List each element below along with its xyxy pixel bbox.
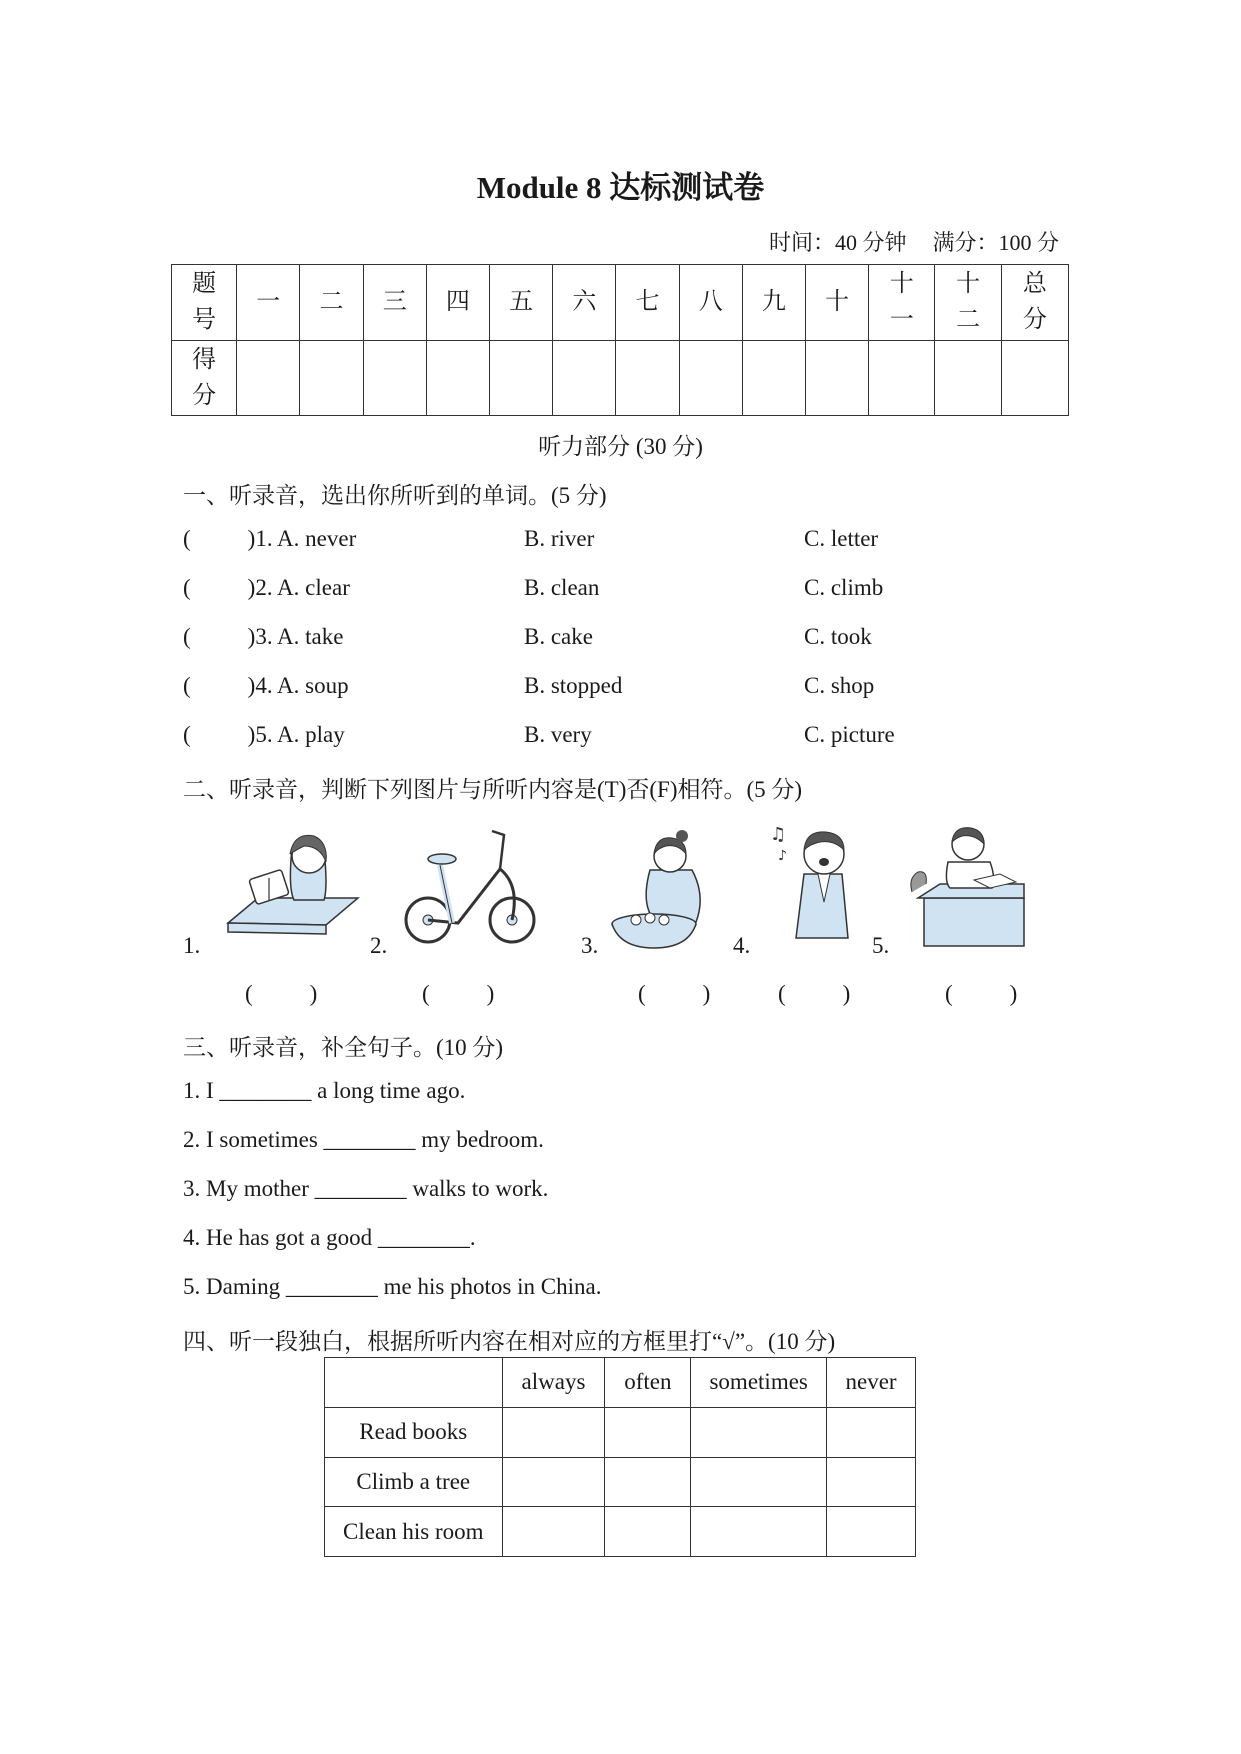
option-b: B. cake	[524, 624, 593, 649]
option-c: C. letter	[804, 526, 879, 551]
column-header: never	[827, 1358, 916, 1408]
score-cell[interactable]	[742, 340, 805, 416]
row-label: Read books	[325, 1407, 503, 1457]
part2-heading: 二、听录音，判断下列图片与所听内容是(T)否(F)相符。(5 分)	[183, 777, 803, 802]
exam-meta	[769, 226, 1059, 257]
score-cell[interactable]	[869, 340, 935, 416]
fill-in-sentence: 5. Daming ________ me his photos in China.	[183, 1274, 602, 1299]
table-row	[325, 1457, 916, 1507]
header-cell: 五	[490, 265, 553, 341]
question-row: ( )3. A. take	[183, 624, 344, 649]
header-cell: 十 二	[935, 265, 1001, 341]
score-table-header-row	[172, 265, 1069, 341]
check-cell[interactable]	[605, 1507, 691, 1557]
fill-in-sentence: 1. I ________ a long time ago.	[183, 1078, 466, 1103]
check-cell[interactable]	[691, 1457, 827, 1507]
check-cell[interactable]	[502, 1507, 605, 1557]
header-cell: 二	[300, 265, 363, 341]
corner-cell	[325, 1358, 503, 1408]
score-cell[interactable]	[616, 340, 679, 416]
exam-time: 时间：40 分钟	[768, 230, 907, 255]
header-cell: 十 一	[869, 265, 935, 341]
header-cell: 三	[363, 265, 426, 341]
table-row	[325, 1507, 916, 1557]
listening-section-header: 听力部分 (30 分)	[538, 434, 703, 459]
check-cell[interactable]	[502, 1407, 605, 1457]
check-cell[interactable]	[691, 1507, 827, 1557]
column-header: sometimes	[691, 1358, 827, 1408]
option-b: B. stopped	[524, 673, 623, 698]
total-label: 总 分	[1001, 265, 1068, 341]
option-b: B. river	[524, 526, 595, 551]
boy-reading-at-desk-icon	[904, 822, 1026, 948]
question-row: ( )2. A. clear	[183, 575, 350, 600]
header-cell: 一	[237, 265, 300, 341]
column-header: always	[502, 1358, 605, 1408]
option-c: C. picture	[804, 722, 895, 747]
score-cell[interactable]	[426, 340, 489, 416]
part1-heading: 一、听录音，选出你所听到的单词。(5 分)	[183, 483, 607, 508]
picture-label: 1.	[183, 933, 201, 958]
part4-heading: 四、听一段独白，根据所听内容在相对应的方框里打“√”。(10 分)	[183, 1329, 836, 1354]
score-label: 得 分	[172, 340, 237, 416]
header-cell: 九	[742, 265, 805, 341]
girl-washing-clothes-icon	[610, 826, 718, 950]
check-cell[interactable]	[827, 1507, 916, 1557]
header-cell: 六	[553, 265, 616, 341]
option-b: B. very	[524, 722, 592, 747]
boy-singing-icon	[768, 818, 858, 946]
option-c: C. climb	[804, 575, 884, 600]
score-cell[interactable]	[679, 340, 742, 416]
picture-label: 5.	[872, 933, 890, 958]
question-number-label: 题 号	[172, 265, 237, 341]
fill-in-sentence: 3. My mother ________ walks to work.	[183, 1176, 549, 1201]
score-cell[interactable]	[553, 340, 616, 416]
question-row: ( )4. A. soup	[183, 673, 349, 698]
score-table	[171, 264, 1069, 416]
header-cell: 八	[679, 265, 742, 341]
svg-text:♪: ♪	[778, 848, 787, 864]
picture-label: 4.	[733, 933, 751, 958]
header-cell: 七	[616, 265, 679, 341]
row-label: Clean his room	[325, 1507, 503, 1557]
check-cell[interactable]	[691, 1407, 827, 1457]
question-row: ( )5. A. play	[183, 722, 345, 747]
bicycle-icon	[400, 825, 540, 947]
answer-parens[interactable]: ( )	[245, 981, 318, 1006]
score-table-score-row	[172, 340, 1069, 416]
score-cell[interactable]	[490, 340, 553, 416]
table-row	[325, 1407, 916, 1457]
check-cell[interactable]	[827, 1407, 916, 1457]
row-label: Climb a tree	[325, 1457, 503, 1507]
score-cell[interactable]	[237, 340, 300, 416]
part3-heading: 三、听录音，补全句子。(10 分)	[183, 1035, 504, 1060]
option-c: C. shop	[804, 673, 875, 698]
score-cell[interactable]	[363, 340, 426, 416]
fill-in-sentence: 4. He has got a good ________.	[183, 1225, 476, 1250]
check-cell[interactable]	[827, 1457, 916, 1507]
exam-full-score: 满分：100 分	[932, 230, 1059, 255]
answer-parens[interactable]: ( )	[422, 981, 495, 1006]
column-header: often	[605, 1358, 691, 1408]
girl-reading-book-icon	[224, 828, 360, 953]
score-cell[interactable]	[1001, 340, 1068, 416]
score-cell[interactable]	[300, 340, 363, 416]
picture-label: 3.	[581, 933, 599, 958]
answer-parens[interactable]: ( )	[638, 981, 711, 1006]
question-row: ( )1. A. never	[183, 526, 357, 551]
svg-text:♫: ♫	[770, 824, 787, 845]
score-cell[interactable]	[935, 340, 1001, 416]
answer-parens[interactable]: ( )	[778, 981, 851, 1006]
option-c: C. took	[804, 624, 872, 649]
frequency-header-row	[325, 1358, 916, 1408]
frequency-table	[324, 1357, 916, 1557]
answer-parens[interactable]: ( )	[945, 981, 1018, 1006]
score-cell[interactable]	[806, 340, 869, 416]
check-cell[interactable]	[502, 1457, 605, 1507]
page-title: Module 8 达标测试卷	[476, 170, 765, 205]
picture-label: 2.	[370, 933, 388, 958]
check-cell[interactable]	[605, 1407, 691, 1457]
check-cell[interactable]	[605, 1457, 691, 1507]
option-b: B. clean	[524, 575, 600, 600]
header-cell: 四	[426, 265, 489, 341]
header-cell: 十	[806, 265, 869, 341]
fill-in-sentence: 2. I sometimes ________ my bedroom.	[183, 1127, 544, 1152]
